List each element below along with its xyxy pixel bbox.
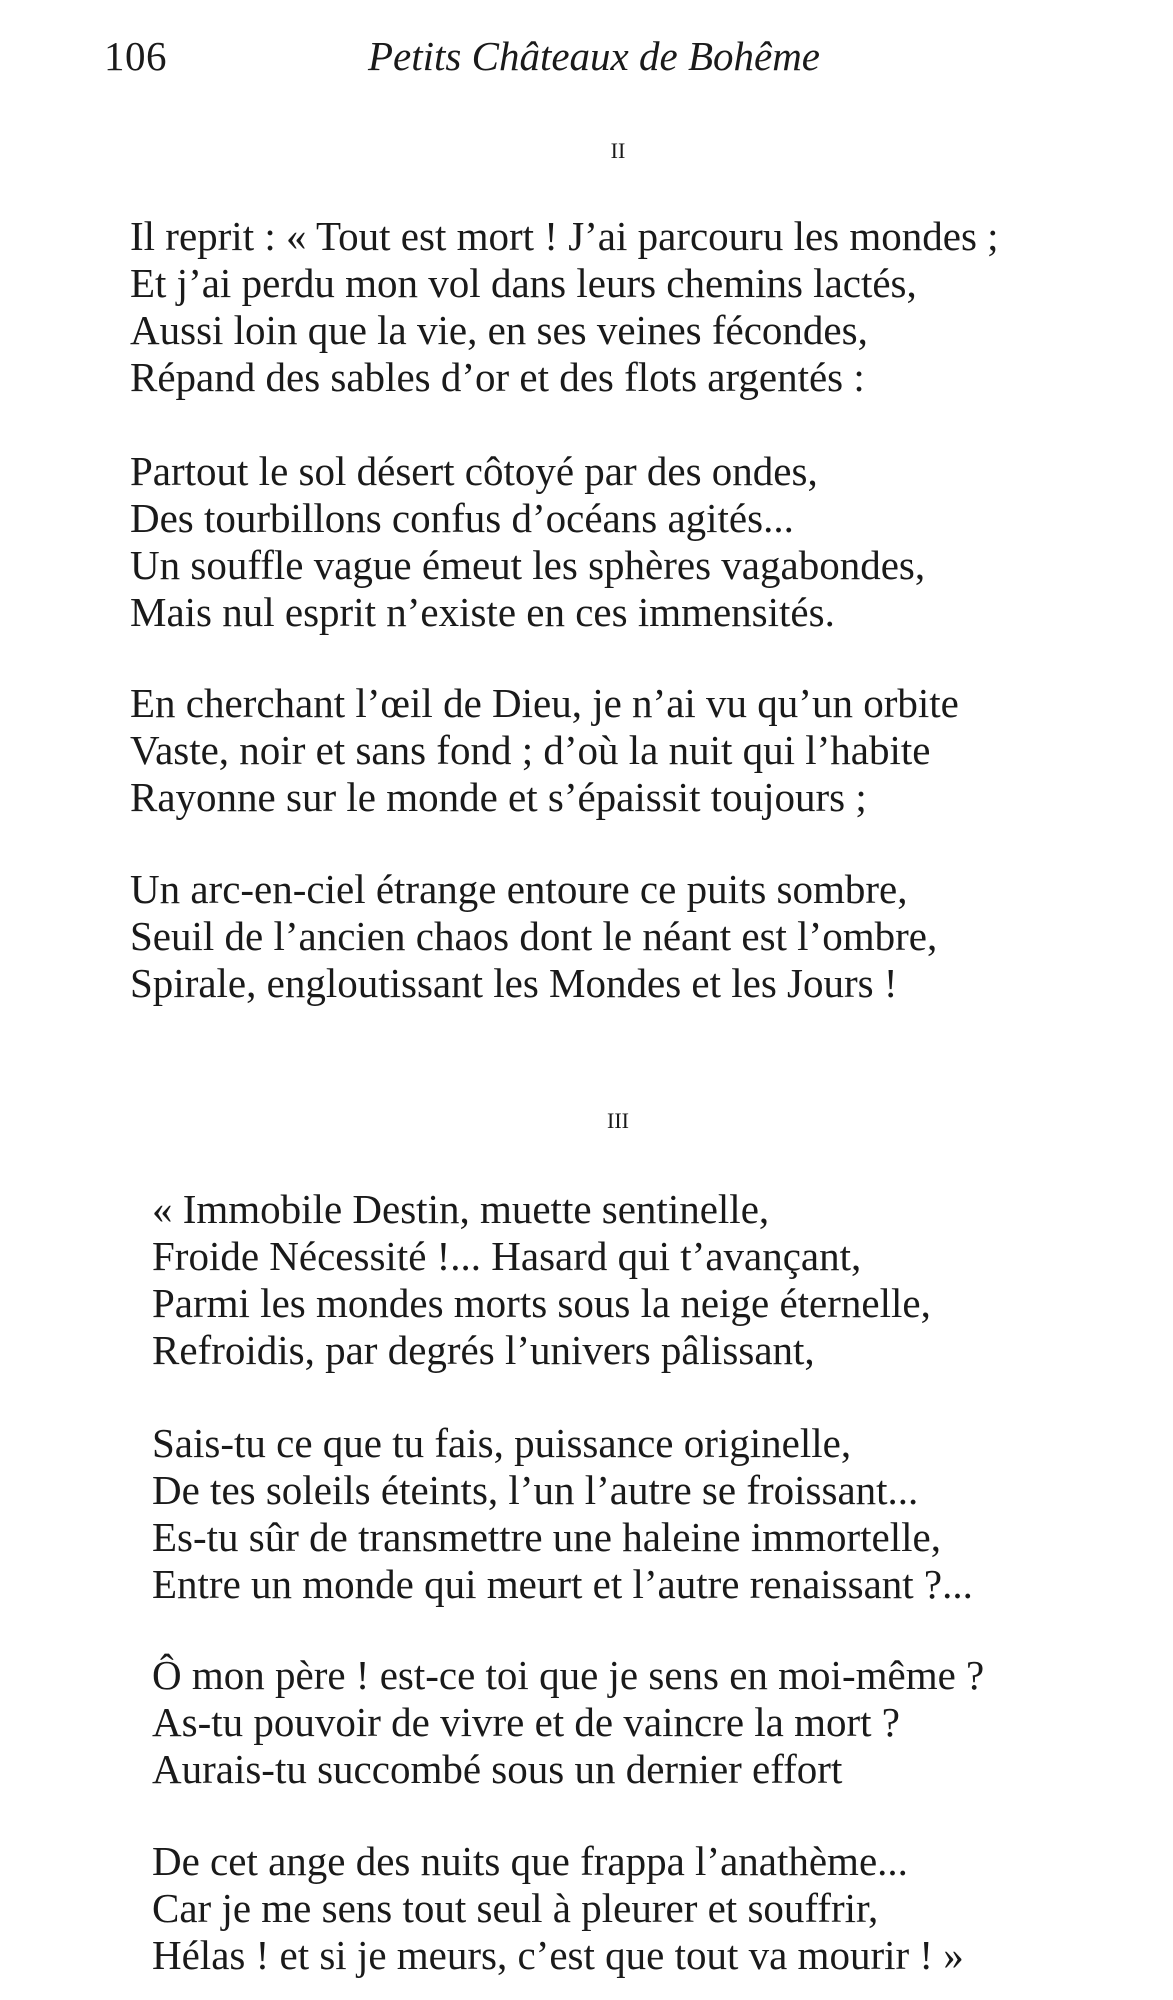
verse-line: As-tu pouvoir de vivre et de vaincre la mort ?	[152, 1699, 900, 1745]
stanza	[152, 1186, 931, 1374]
stanza	[152, 1838, 964, 1979]
verse-line: « Immobile Destin, muette sentinelle,	[152, 1186, 770, 1232]
section-number: II	[610, 138, 626, 163]
verse-line: Froide Nécessité !... Hasard qui t’avançant,	[152, 1233, 862, 1279]
verse-line: Un arc-en-ciel étrange entoure ce puits sombre,	[130, 866, 908, 912]
stanza	[130, 213, 999, 401]
stanza	[130, 866, 937, 1007]
verse-line: Rayonne sur le monde et s’épaissit toujours ;	[130, 774, 867, 820]
verse-line: De tes soleils éteints, l’un l’autre se froissant...	[152, 1467, 919, 1513]
verse-line: Répand des sables d’or et des flots argentés :	[130, 354, 865, 400]
stanza	[130, 448, 925, 636]
verse-line: Spirale, engloutissant les Mondes et les Jours !	[130, 960, 898, 1006]
verse-line: Seuil de l’ancien chaos dont le néant est l’ombre,	[130, 913, 938, 959]
stanza	[130, 680, 959, 821]
verse-line: Il reprit : « Tout est mort ! J’ai parcouru les mondes ;	[130, 213, 999, 259]
verse-line: De cet ange des nuits que frappa l’anathème...	[152, 1838, 908, 1884]
verse-line: Partout le sol désert côtoyé par des ondes,	[130, 448, 818, 494]
stanza	[152, 1420, 973, 1608]
verse-line: Et j’ai perdu mon vol dans leurs chemins lactés,	[130, 260, 917, 306]
stanza	[152, 1652, 984, 1793]
verse-line: Vaste, noir et sans fond ; d’où la nuit qui l’habite	[130, 727, 931, 773]
verse-line: Ô mon père ! est-ce toi que je sens en moi-même ?	[152, 1652, 985, 1698]
running-title: Petits Châteaux de Bohême	[368, 33, 821, 79]
verse-line: Mais nul esprit n’existe en ces immensités.	[130, 589, 835, 635]
verse-line: Aurais-tu succombé sous un dernier effort	[152, 1746, 843, 1792]
verse-line: Sais-tu ce que tu fais, puissance originelle,	[152, 1420, 852, 1466]
verse-line: Entre un monde qui meurt et l’autre renaissant ?...	[152, 1561, 973, 1607]
verse-line: Hélas ! et si je meurs, c’est que tout va mourir ! »	[152, 1932, 964, 1978]
verse-line: Es-tu sûr de transmettre une haleine immortelle,	[152, 1514, 941, 1560]
verse-line: Parmi les mondes morts sous la neige éternelle,	[152, 1280, 931, 1326]
verse-line: Aussi loin que la vie, en ses veines fécondes,	[130, 307, 868, 353]
verse-line: Refroidis, par degrés l’univers pâlissant,	[152, 1327, 815, 1373]
verse-line: Car je me sens tout seul à pleurer et souffrir,	[152, 1885, 879, 1931]
verse-line: Des tourbillons confus d’océans agités...	[130, 495, 794, 541]
section-number: III	[607, 1108, 629, 1133]
verse-line: Un souffle vague émeut les sphères vagabondes,	[130, 542, 926, 588]
page-number: 106	[104, 33, 167, 79]
verse-line: En cherchant l’œil de Dieu, je n’ai vu qu’un orbite	[130, 680, 959, 726]
